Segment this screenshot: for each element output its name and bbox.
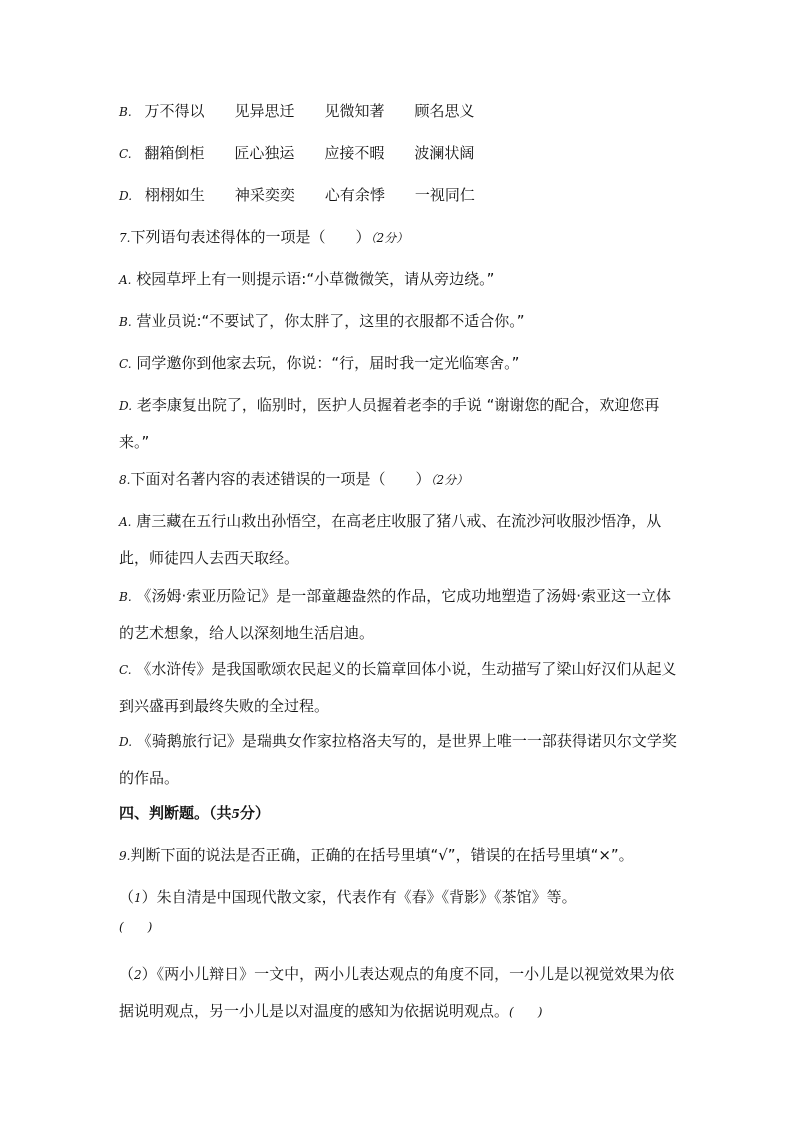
option-word: 见异思迁: [234, 102, 295, 120]
q7-option-c: C. 同学邀你到他家去玩，你说：“行，届时我一定光临寒舍。”: [119, 354, 520, 372]
option-word: 心有余悸: [324, 186, 385, 204]
option-letter: A: [119, 515, 128, 529]
option-letter: A: [119, 273, 128, 287]
question-text: 判断下面的说法是否正确，正确的在括号里填“√”，错误的在括号里填“×”。: [130, 846, 634, 864]
item-number: 2: [134, 968, 142, 982]
option-text: 老李康复出院了，临别时，医护人员握着老李的手说 “谢谢您的配合，欢迎您再来。”: [119, 396, 660, 451]
q9-item-1: （1）朱自清是中国现代散文家，代表作有《春》《背影》《茶馆》等。: [119, 888, 577, 906]
q7-option-b: B. 营业员说:“不要试了，你太胖了，这里的衣服都不适合你。”: [119, 312, 525, 330]
q8-option-a: A. 唐三藏在五行山救出孙悟空，在高老庄收服了猪八戒、在流沙河收服沙悟净，从此，师徒四人去西天取经。: [119, 512, 662, 567]
question-number: 8: [119, 473, 127, 487]
option-letter: D: [119, 189, 129, 203]
q9-item-2: （2）《两小儿辩日》一文中，两小儿表达观点的角度不同，一小儿是以视觉效果为依据说明观点，另一小儿是以对温度的感知为依据说明观点。( ): [119, 965, 675, 1020]
option-letter: B: [119, 590, 128, 604]
option-word: 翻箱倒柜: [144, 144, 205, 162]
option-word: 万不得以: [144, 102, 205, 120]
q6-option-b: B. 万不得以 见异思迁 见微知著 顾名思义: [119, 102, 475, 120]
option-word: 一视同仁: [414, 186, 475, 204]
q9-item-2-answer-blank[interactable]: ( ): [509, 1005, 543, 1019]
option-letter: C: [119, 147, 128, 161]
q9-stem: 9.判断下面的说法是否正确，正确的在括号里填“√”，错误的在括号里填“×”。: [119, 846, 634, 864]
option-text: 《汤姆·索亚历险记》是一部童趣盎然的作品，它成功地塑造了汤姆·索亚这一立体的艺术想象，给人以深刻地生活启迪。: [119, 587, 671, 642]
option-letter: C: [119, 357, 128, 371]
option-word: 神采奕奕: [234, 186, 295, 204]
q6-option-c: C. 翻箱倒柜 匠心独运 应接不暇 波澜状阔: [119, 144, 475, 162]
option-word: 应接不暇: [324, 144, 385, 162]
option-letter: C: [119, 663, 128, 677]
q7-option-d: D. 老李康复出院了，临别时，医护人员握着老李的手说 “谢谢您的配合，欢迎您再来。”: [119, 396, 660, 451]
section-title-text: 四、判断题。（共: [119, 804, 232, 822]
option-word: 栩栩如生: [144, 186, 205, 204]
q7-stem: 7.下列语句表述得体的一项是（ ）（2分）: [119, 228, 409, 246]
option-word: 波澜状阔: [414, 144, 475, 162]
option-text: 营业员说:“不要试了，你太胖了，这里的衣服都不适合你。”: [136, 312, 525, 330]
item-text: 《两小儿辩日》一文中，两小儿表达观点的角度不同，一小儿是以视觉效果为依据说明观点，另一小儿是以对温度的感知为依据说明观点。: [119, 965, 675, 1020]
option-text: 《水浒传》是我国歌颂农民起义的长篇章回体小说，生动描写了梁山好汉们从起义到兴盛再到最终失败的全过程。: [119, 660, 677, 715]
option-letter: B: [119, 315, 128, 329]
item-number: 1: [134, 891, 142, 905]
option-word: 顾名思义: [414, 102, 475, 120]
question-score: （2分）: [430, 473, 469, 487]
question-number: 7: [119, 231, 127, 245]
option-text: 校园草坪上有一则提示语:“小草微微笑，请从旁边绕。”: [136, 270, 495, 288]
option-word: 见微知著: [324, 102, 385, 120]
option-text: 同学邀你到他家去玩，你说：“行，届时我一定光临寒舍。”: [136, 354, 520, 372]
question-text: 下列语句表述得体的一项是（ ）: [130, 228, 371, 246]
q7-option-a: A. 校园草坪上有一则提示语:“小草微微笑，请从旁边绕。”: [119, 270, 495, 288]
question-number: 9: [119, 849, 127, 863]
question-text: 下面对名著内容的表述错误的一项是（ ）: [130, 470, 431, 488]
q8-option-c: C. 《水浒传》是我国歌颂农民起义的长篇章回体小说，生动描写了梁山好汉们从起义到兴盛再到最终失败的全过程。: [119, 660, 677, 715]
q8-option-d: D. 《骑鹅旅行记》是瑞典女作家拉格洛夫写的，是世界上唯一一部获得诺贝尔文学奖的作品。: [119, 732, 677, 787]
section-score: 5: [231, 807, 240, 821]
q8-option-b: B. 《汤姆·索亚历险记》是一部童趣盎然的作品，它成功地塑造了汤姆·索亚这一立体的艺术想象，给人以深刻地生活启迪。: [119, 587, 671, 642]
q8-stem: 8.下面对名著内容的表述错误的一项是（ ）（2分）: [119, 470, 469, 488]
section-title-suffix: 分）: [239, 804, 270, 822]
option-letter: D: [119, 735, 129, 749]
option-letter: D: [119, 399, 129, 413]
option-word: 匠心独运: [234, 144, 295, 162]
section-4-title: [119, 803, 679, 824]
option-text: 唐三藏在五行山救出孙悟空，在高老庄收服了猪八戒、在流沙河收服沙悟净，从此，师徒四人去西天取经。: [119, 512, 662, 567]
question-score: （2分）: [370, 231, 409, 245]
option-text: 《骑鹅旅行记》是瑞典女作家拉格洛夫写的，是世界上唯一一部获得诺贝尔文学奖的作品。: [119, 732, 677, 787]
option-letter: B: [119, 105, 128, 119]
item-text: 朱自清是中国现代散文家，代表作有《春》《背影》《茶馆》等。: [156, 888, 577, 906]
q6-option-d: D. 栩栩如生 神采奕奕 心有余悸 一视同仁: [119, 186, 475, 204]
q9-item-1-answer-blank[interactable]: ( ): [119, 920, 153, 934]
